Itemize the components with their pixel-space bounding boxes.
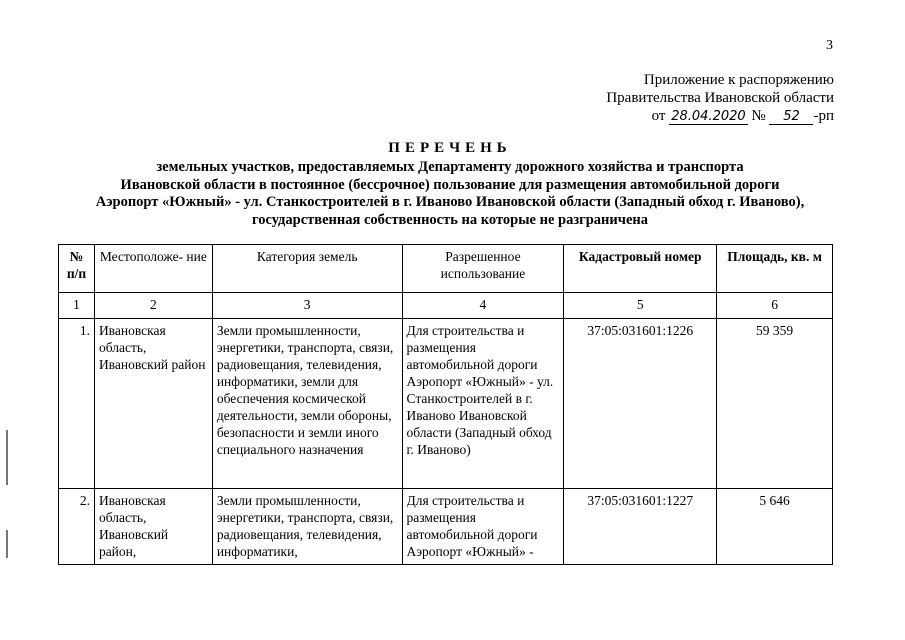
header-num: № п/п [59, 245, 95, 293]
number-suffix: -рп [813, 108, 834, 124]
col-number: 5 [564, 293, 717, 319]
row-cadastral-text: 37:05:031601:1227 [587, 493, 694, 508]
column-number-row [59, 293, 833, 319]
row-num: 1. [59, 319, 95, 489]
row-cadastral: 37:05:031601:1226 [564, 319, 717, 489]
row-location: Ивановская область, Ивановский район [94, 319, 212, 489]
row-num [59, 489, 95, 565]
subtitle-line-2: Ивановской области в постоянное (бессрочное) пользование для размещения автомобильной дороги [120, 176, 780, 193]
row-location [94, 489, 212, 565]
attachment-line-2: Правительства Ивановской области [606, 90, 834, 106]
number-label: № [751, 108, 766, 124]
header-location: Местоположе- ние [94, 245, 212, 293]
attachment-block [474, 71, 834, 125]
col-number: 3 [212, 293, 402, 319]
scan-artifact [6, 530, 8, 558]
from-label: от [651, 108, 666, 124]
land-plots-table [58, 244, 833, 565]
row-cadastral [564, 489, 717, 565]
handwritten-number: 52 [769, 110, 813, 125]
row-area: 59 359 [717, 319, 833, 489]
row-num-text: 2. [79, 493, 90, 508]
col-number: 1 [59, 293, 95, 319]
col-number: 6 [717, 293, 833, 319]
attachment-line-1: Приложение к распоряжению [643, 72, 834, 88]
document-subtitle [60, 159, 840, 229]
table-header-row [59, 245, 833, 293]
row-category [212, 489, 402, 565]
table-row [59, 319, 833, 489]
subtitle-line-3: Аэропорт «Южный» - ул. Станкостроителей в г. Иваново Ивановской области (Западный обход г. Иваново), [95, 194, 805, 210]
row-usage: Для строительства и размещения автомобильной дороги Аэропорт «Южный» - ул. Станкостроителей в г. Иваново Ивановской области (Западный обход г. Иваново) [402, 319, 564, 489]
header-usage: Разрешенное использование [402, 245, 564, 293]
col-number: 2 [94, 293, 212, 319]
col-number: 4 [402, 293, 564, 319]
row-location-text: Ивановская область, Ивановский район, [98, 493, 169, 559]
attachment-line-3 [474, 107, 834, 125]
table-row [59, 489, 833, 565]
row-category-text: Земли промышленности, энергетики, транспорта, связи, радиовещания, телевидения, информатики, [216, 493, 394, 559]
handwritten-date: 28.04.2020 [671, 109, 746, 124]
document-title: ПЕРЕЧЕНЬ [388, 140, 512, 156]
row-usage-text: Для строительства и размещения автомобильной дороги Аэропорт «Южный» - [406, 493, 538, 559]
scan-artifact [6, 430, 8, 485]
header-category: Категория земель [212, 245, 402, 293]
row-category: Земли промышленности, энергетики, транспорта, связи, радиовещания, телевидения, информатики, земли для обеспечения космической деятельности, земли обороны, безопасности и земли иного специального назначения [212, 319, 402, 489]
subtitle-line-4: государственная собственность на которые не разграничена [252, 211, 648, 228]
header-cadastral: Кадастровый номер [564, 245, 717, 293]
row-area-text: 5 646 [759, 493, 790, 508]
subtitle-line-1: земельных участков, предоставляемых Департаменту дорожного хозяйства и транспорта [156, 159, 744, 175]
row-area [717, 489, 833, 565]
row-usage [402, 489, 564, 565]
page-number: 3 [826, 38, 833, 53]
header-area: Площадь, кв. м [717, 245, 833, 293]
